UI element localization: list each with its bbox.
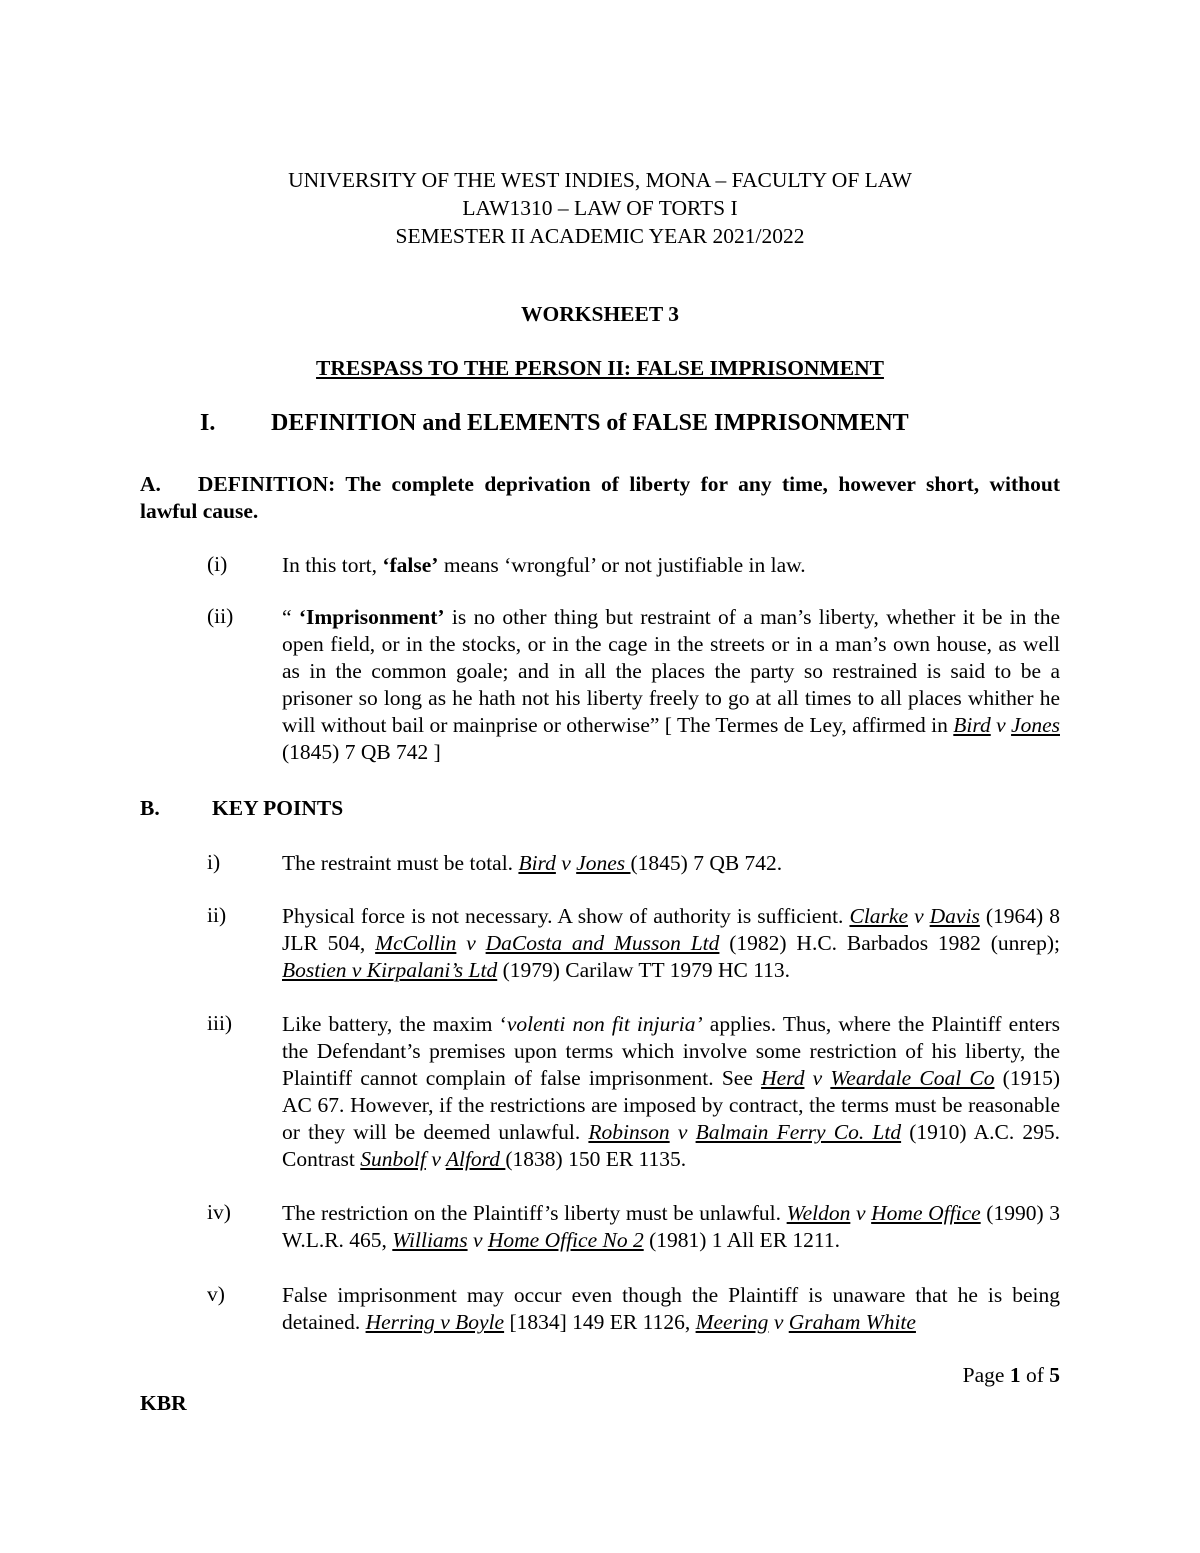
part-b-letter: B. <box>140 796 160 820</box>
item-number: i) <box>207 850 221 874</box>
case-name: Home Office <box>871 1201 981 1225</box>
case-name: Balmain Ferry Co. Ltd <box>695 1120 902 1144</box>
latin-maxim: volenti non fit injuria’ <box>506 1012 703 1036</box>
case-name: Meering <box>695 1310 769 1334</box>
page-number: Page 1 of 5 <box>962 1363 1060 1387</box>
part-b-label: KEY POINTS <box>212 796 344 820</box>
key-point-ii: ii) Physical force is not necessary. A show of authority is sufficient. Clarke v Davis (1964) 8 JLR 504, McCollin v DaCosta and Musson Ltd (1982) H.C. Barbados 1982 (unrep); Bostien v Kirpalani’s Ltd (1979) Carilaw TT 1979 HC 113. <box>207 903 1061 982</box>
case-name: Clarke <box>849 904 909 928</box>
case-name: Jones <box>576 851 631 875</box>
author-initials: KBR <box>140 1391 187 1415</box>
part-a-label: DEFINITION: <box>197 472 336 496</box>
item-number: (ii) <box>207 604 234 628</box>
item-number: iv) <box>207 1200 231 1224</box>
key-point-i: i) The restraint must be total. Bird v Jones (1845) 7 QB 742. <box>207 850 783 875</box>
header-university: UNIVERSITY OF THE WEST INDIES, MONA – FACULTY OF LAW <box>288 168 912 192</box>
header-course: LAW1310 – LAW OF TORTS I <box>462 196 738 220</box>
part-a-letter: A. <box>140 472 161 496</box>
header-semester: SEMESTER II ACADEMIC YEAR 2021/2022 <box>395 224 805 248</box>
case-name: Bostien v Kirpalani’s Ltd <box>282 958 498 982</box>
case-name: Home Office No 2 <box>487 1228 644 1252</box>
item-number: ii) <box>207 903 227 927</box>
section-title: DEFINITION and ELEMENTS of FALSE IMPRISONMENT <box>271 410 909 436</box>
case-name: Herring v Boyle <box>365 1310 505 1334</box>
definition-item-ii: (ii) “ ‘Imprisonment’ is no other thing but restraint of a man’s liberty, whether it be in the open field, or in the stocks, or in the cage in the streets or in a man’s own house, as well as in the common goale; and in all the places the party so restrained is said to be a prisoner so long as he hath not his liberty freely to go at all times to all places whither he will without bail or mainprise or otherwise” [ The Termes de Ley, affirmed in Bird v Jones (1845) 7 QB 742 ] <box>207 604 1060 764</box>
item-number: iii) <box>207 1011 233 1035</box>
case-name: Weldon <box>786 1201 851 1225</box>
case-name: Davis <box>929 904 980 928</box>
case-name: Bird <box>518 851 556 875</box>
worksheet-title: WORKSHEET 3 <box>521 302 679 326</box>
case-name: DaCosta and Musson Ltd <box>485 931 720 955</box>
header-block <box>140 166 1060 250</box>
item-number: v) <box>207 1282 225 1306</box>
key-point-iv: iv) The restriction on the Plaintiff’s liberty must be unlawful. Weldon v Home Office (1990) 3 W.L.R. 465, Williams v Home Office No 2 (1981) 1 All ER 1211. <box>207 1200 1060 1252</box>
key-point-iii: iii) Like battery, the maxim ‘volenti non fit injuria’ applies. Thus, where the Plaintiff enters the Defendant’s premises upon terms which involve some restriction of his liberty, the Plaintiff cannot complain of false imprisonment. See Herd v Weardale Coal Co (1915) AC 67. However, if the restrictions are imposed by contract, the terms must be reasonable or they will be deemed unlawful. Robinson v Balmain Ferry Co. Ltd (1910) A.C. 295. Contrast Sunbolf v Alford (1838) 150 ER 1135. <box>207 1011 1061 1171</box>
key-point-v: v) False imprisonment may occur even though the Plaintiff is unaware that he is being detained. Herring v Boyle [1834] 149 ER 1126, Meering v Graham White <box>207 1282 1060 1334</box>
item-number: (i) <box>207 552 228 576</box>
case-name: Weardale Coal Co <box>830 1066 995 1090</box>
section-number: I. <box>200 410 216 436</box>
topic-title: TRESPASS TO THE PERSON II: FALSE IMPRISONMENT <box>316 356 884 380</box>
case-name: Williams <box>392 1228 468 1252</box>
case-name: Graham White <box>788 1310 916 1334</box>
case-name: Bird <box>953 713 991 737</box>
part-a-text: The complete deprivation of liberty for any time, however short, without lawful cause. <box>140 472 1060 523</box>
case-name: Herd <box>761 1066 805 1090</box>
case-name: Robinson <box>588 1120 670 1144</box>
case-name: Jones <box>1011 713 1060 737</box>
case-name: McCollin <box>375 931 457 955</box>
case-name: Alford <box>445 1147 506 1171</box>
part-a-definition <box>140 471 1060 525</box>
case-name: Sunbolf <box>360 1147 426 1171</box>
definition-item-i: (i) In this tort, ‘false’ means ‘wrongful’ or not justifiable in law. <box>207 552 806 577</box>
